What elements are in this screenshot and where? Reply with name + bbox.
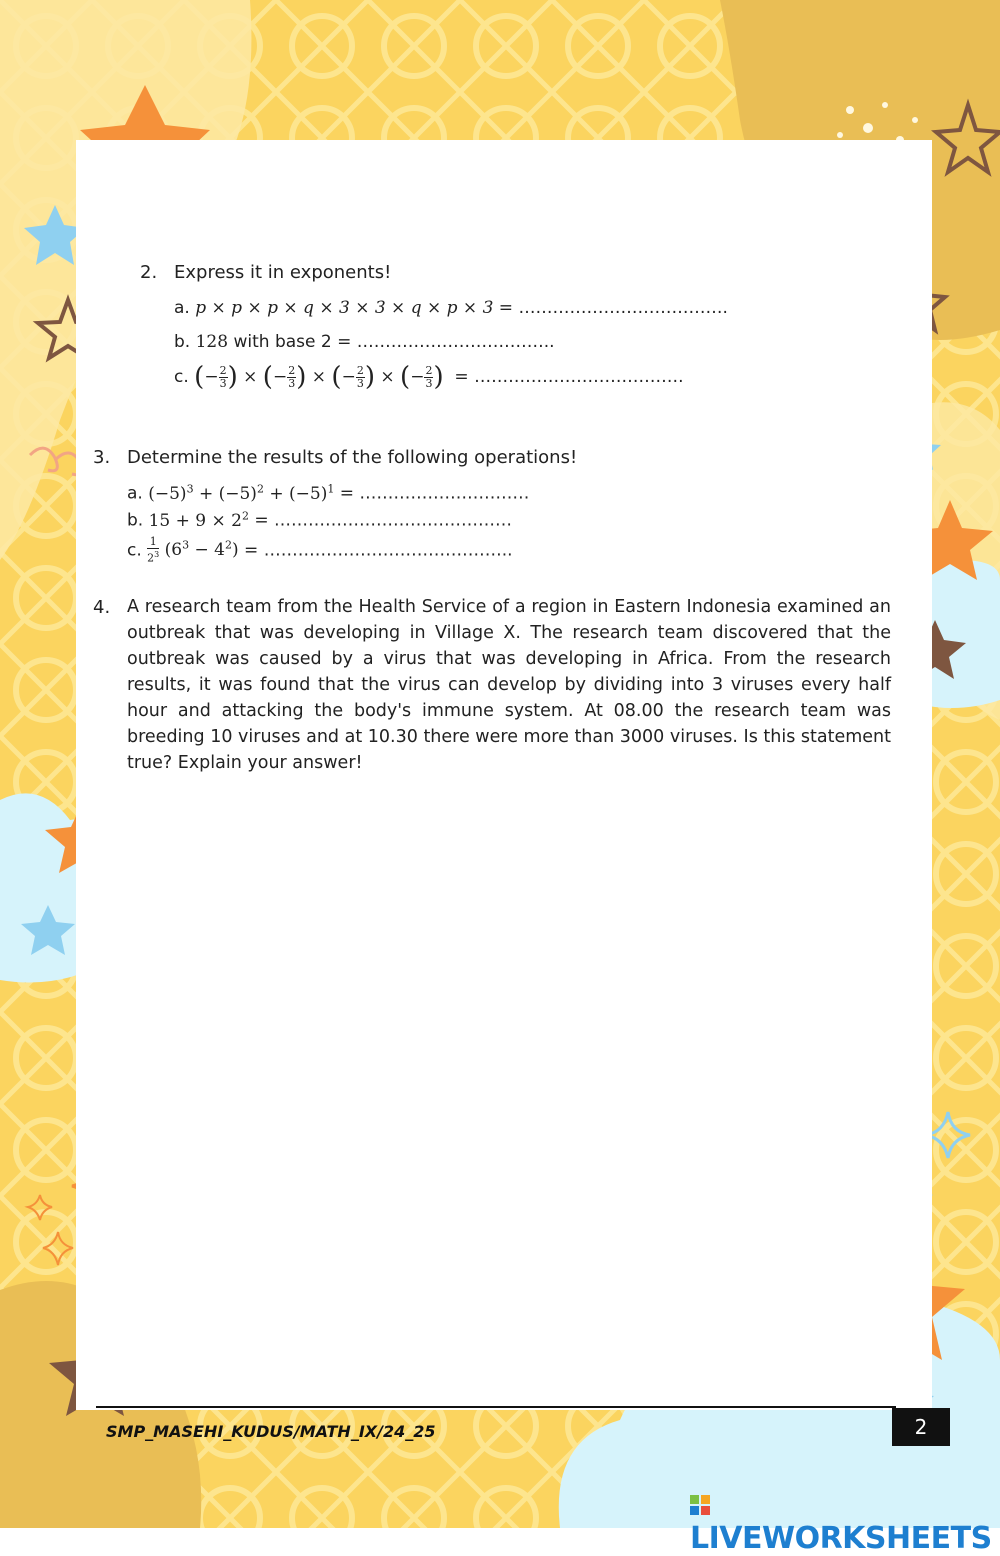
fraction: $\frac{1}{2^3}$ [147,535,160,565]
item-label: a. [127,483,143,504]
brand-logo [690,1486,1000,1556]
fraction: $\frac{2}{3}$ [356,363,364,390]
math-number: 128 [195,332,229,352]
page-number: 2 [892,1408,950,1446]
footer-divider [96,1406,896,1408]
liveworksheets-icon [690,1495,710,1515]
question-prompt: Express it in exponents! [174,262,392,283]
question-text: A research team from the Health Service of a region in Eastern Indonesia examined an outbreak that was developing in Village X. The research team discovered that the outbreak was caused by a virus that was developing in Africa. From the research results, it was found that the virus can develop by dividing into 3 viruses every half hour and attacking the body's immune system. At 08.00 the research team was breeding 10 viruses and at 10.30 there were more than 3000 viruses. Is this statement true? Explain your answer! [127,597,891,773]
fraction: $\frac{2}{3}$ [288,363,296,390]
item-label: c. [127,540,142,561]
item-text: with base 2 = …………………………….. [233,332,555,352]
item-2b [174,332,555,352]
footer-code: SMP_MASEHI_KUDUS/MATH_IX/24_25 [106,1422,436,1441]
answer-blank[interactable]: = …………………………………….. [244,540,513,561]
item-label: b. [174,332,191,352]
math-expression: $15 + 9 \times 2^2$ [148,509,249,531]
question-number: 4. [93,597,111,618]
item-3b [127,509,512,531]
item-label: b. [127,510,144,531]
item-label: c. [174,367,189,387]
item-label: a. [174,298,190,318]
item-2a [174,298,728,318]
brand-name: LIVEWORKSHEETS [690,1521,992,1556]
item-2c: c. (− $\frac{2}{3}$ ) × (− $\frac{2}{3}$ ) × (− $\frac{2}{3}$ ) × (− $\frac{2}{3}$ ) = ………………………………. [174,362,684,392]
fraction: $\frac{2}{3}$ [425,363,433,390]
math-expression: $(6^3 - 4^2)$ [164,538,239,561]
math-expression: $(-5)^3 + (-5)^2 + (-5)^1$ [148,482,335,504]
answer-blank[interactable]: = ………………………………. [498,298,728,318]
answer-blank[interactable]: = ………………………… [339,483,530,504]
answer-blank[interactable]: = ………………………………. [454,367,684,387]
answer-blank[interactable]: = …………………………………… [254,510,513,531]
item-3a [127,482,529,504]
question-prompt: Determine the results of the following operations! [127,447,578,468]
question-number: 3. [93,447,111,468]
math-expression: p × p × p × q × 3 × 3 × q × p × 3 [195,298,494,318]
question-number: 2. [140,262,158,283]
item-3c [127,536,513,565]
fraction: $\frac{2}{3}$ [219,363,227,390]
